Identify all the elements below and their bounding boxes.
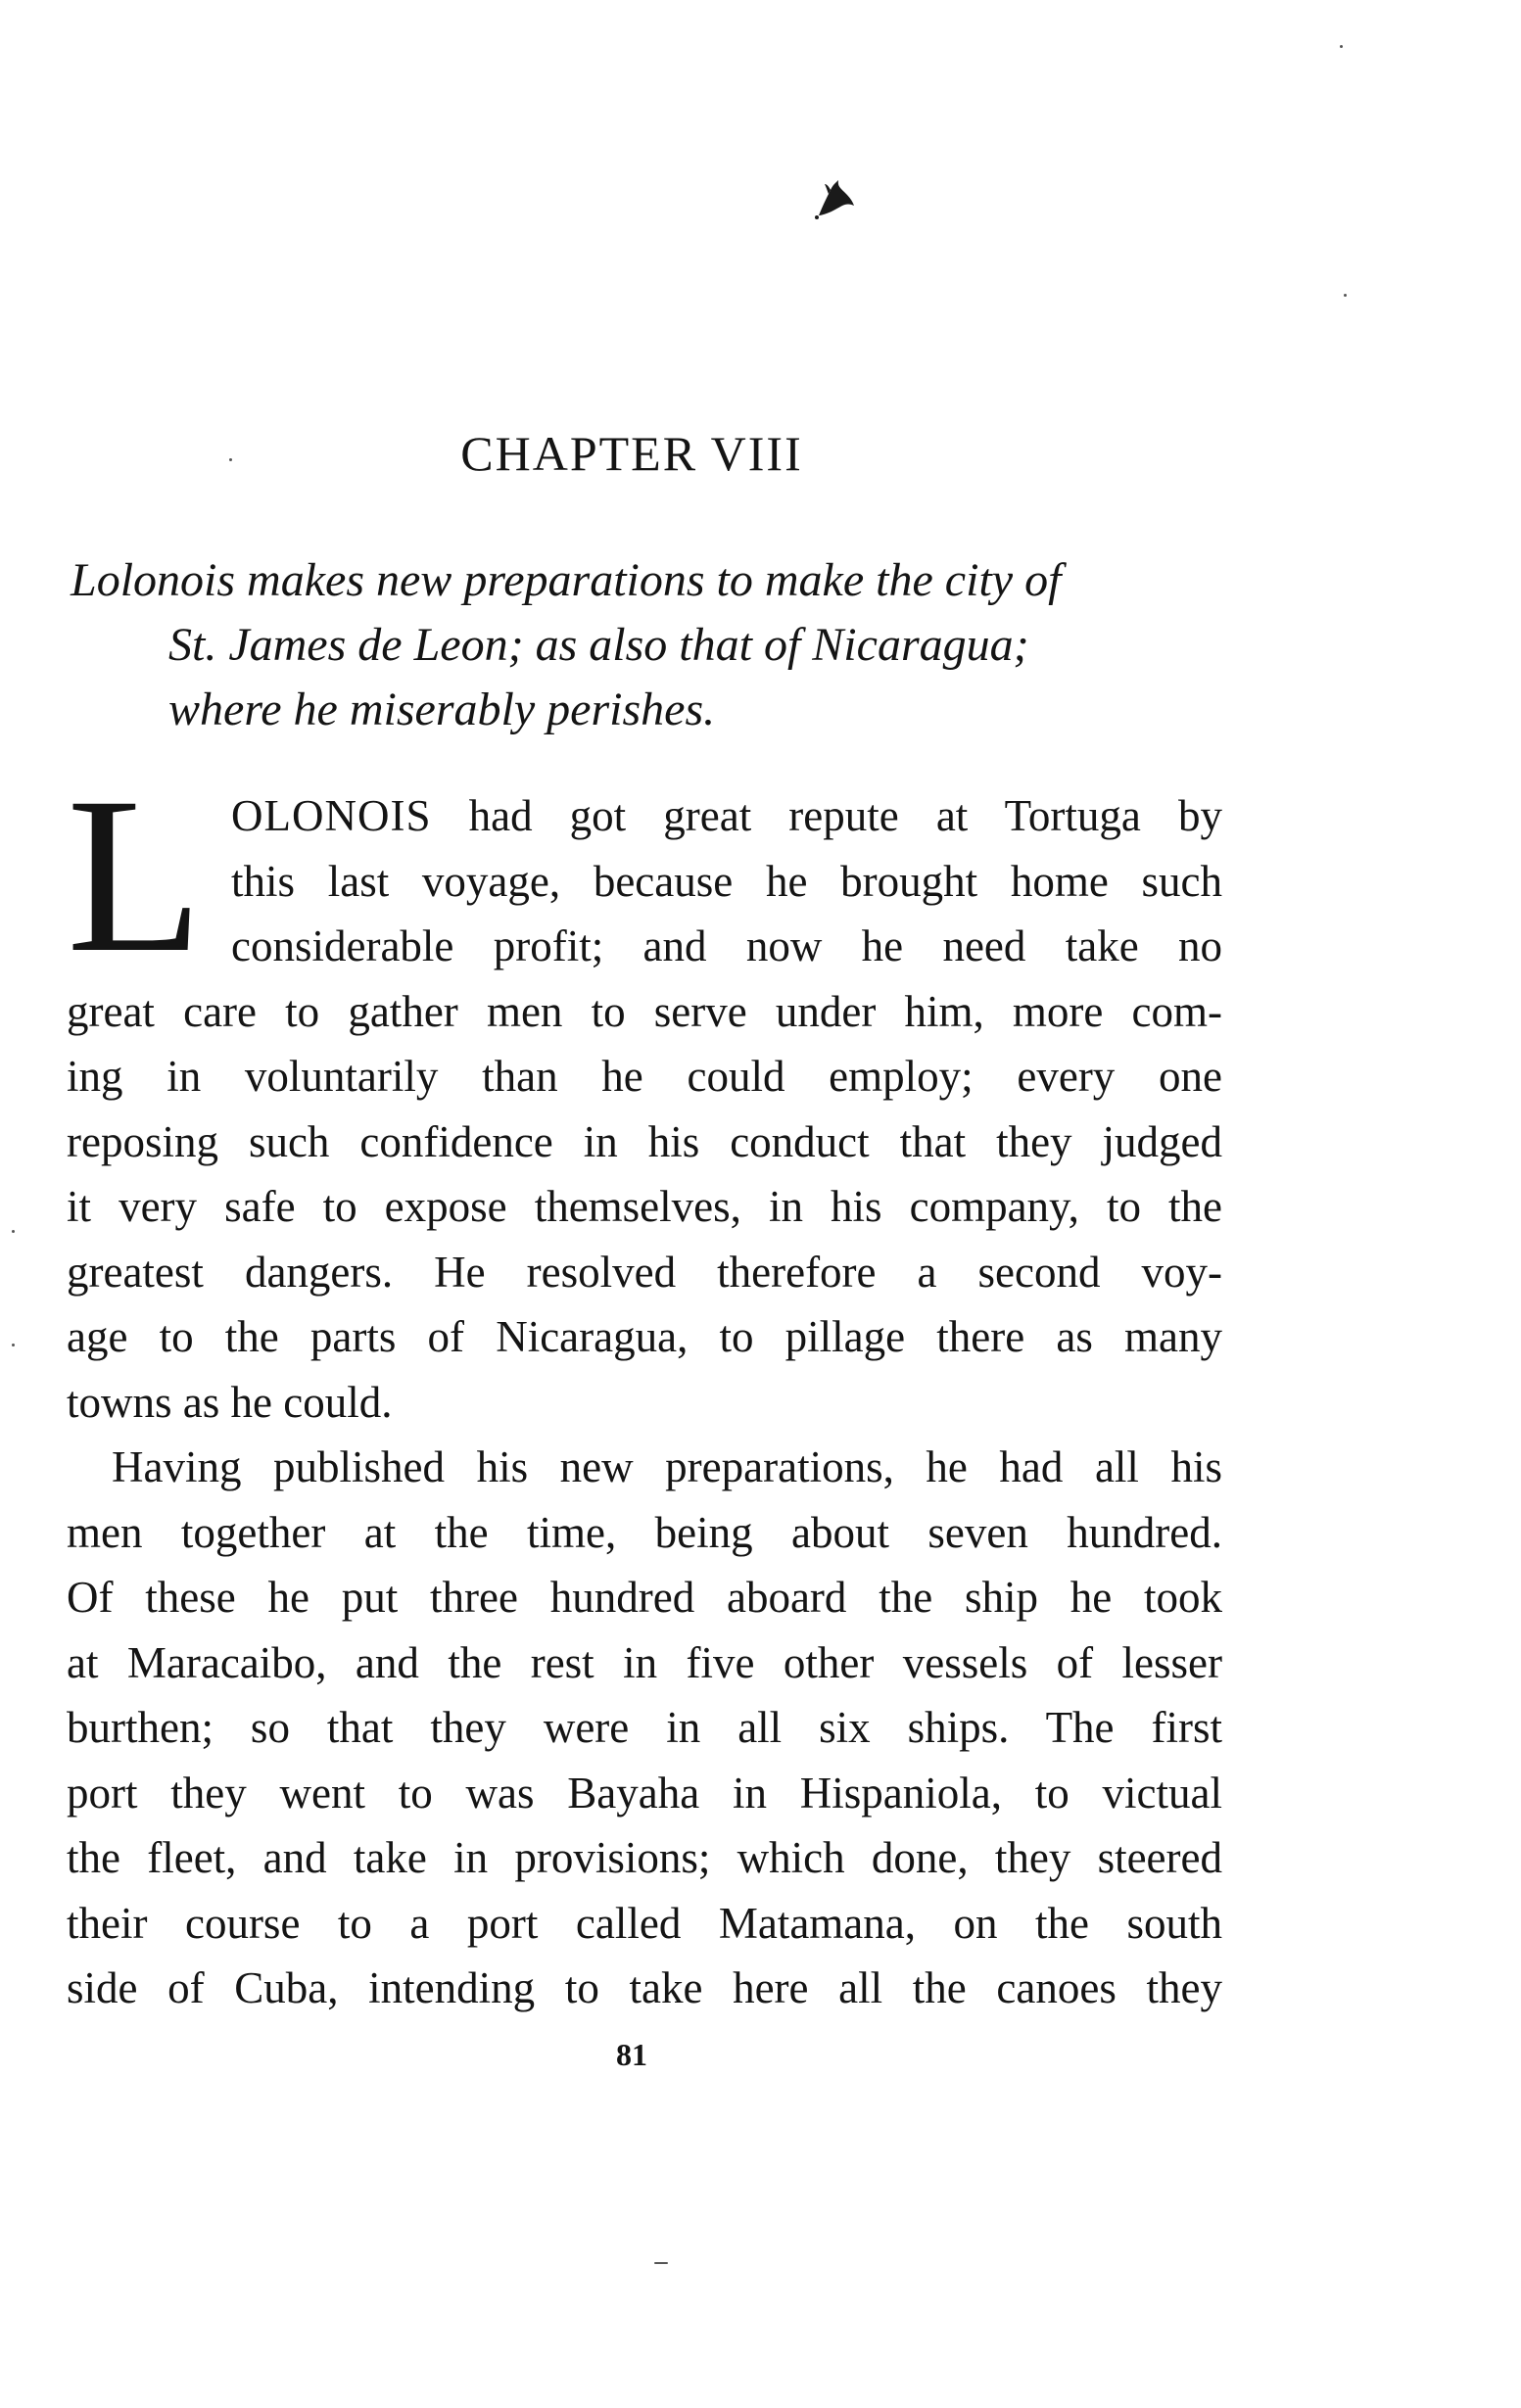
text-line: this last voyage, because he brought home such (231, 856, 1222, 906)
chapter-subtitle (71, 548, 1226, 742)
text-line: considerable profit; and now he need take no (231, 921, 1222, 970)
text-line (67, 783, 1222, 849)
print-speck (1344, 294, 1347, 297)
drop-cap: L (67, 752, 204, 999)
page-number: 81 (616, 2037, 647, 2072)
subtitle-line: St. James de Leon; as also that of Nicaragua; (168, 619, 1029, 671)
text-line: reposing such confidence in his conduct that they judged (67, 1116, 1222, 1166)
leaf-ornament-icon (811, 176, 856, 221)
text-line: burthen; so that they were in all six ships. The first (67, 1703, 1222, 1752)
text-line: it very safe to expose themselves, in his company, to the (67, 1182, 1222, 1231)
subtitle-line: Lolonois makes new preparations to make the city of (71, 554, 1062, 606)
text-line: ing in voluntarily than he could employ; every one (67, 1052, 1222, 1101)
text-line: their course to a port called Matamana, on the south (67, 1898, 1222, 1948)
text-line: port they went to was Bayaha in Hispaniola, to victual (67, 1768, 1222, 1818)
text-line: the fleet, and take in provisions; which done, they steered (67, 1833, 1222, 1882)
print-speck (12, 1344, 15, 1346)
first-word: OLONOIS (231, 791, 432, 840)
text-line: towns as he could. (67, 1377, 393, 1427)
print-speck (1340, 45, 1343, 48)
text-line: age to the parts of Nicaragua, to pillage there as many (67, 1312, 1222, 1361)
text-line: side of Cuba, intending to take here all the canoes they (67, 1963, 1222, 2012)
print-speck (12, 1230, 15, 1233)
text-line: Of these he put three hundred aboard the ship he took (67, 1573, 1222, 1622)
body-text (67, 752, 1222, 2021)
text-line: men together at the time, being about seven hundred. (67, 1507, 1222, 1557)
text-line: greatest dangers. He resolved therefore a second voy- (67, 1247, 1222, 1297)
text-line-rest: had got great repute at Tortuga by (431, 791, 1222, 840)
text-line: great care to gather men to serve under him, more com- (67, 986, 1222, 1036)
print-speck (654, 2262, 668, 2264)
print-speck (229, 458, 232, 461)
subtitle-line: where he miserably perishes. (168, 684, 716, 735)
chapter-title: CHAPTER VIII (460, 426, 803, 481)
text-line: Having published his new preparations, he had all his (112, 1442, 1222, 1491)
text-line: at Maracaibo, and the rest in five other vessels of lesser (67, 1637, 1222, 1687)
